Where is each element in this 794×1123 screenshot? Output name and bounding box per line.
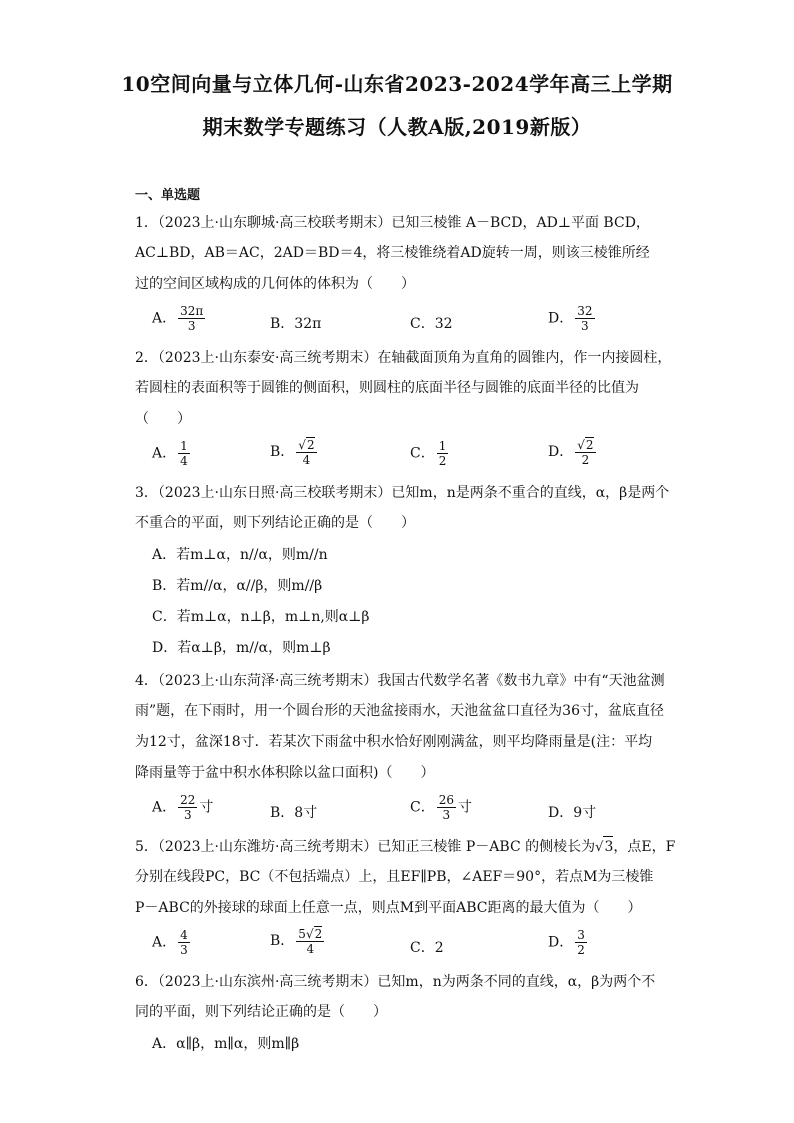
q1-line2: AC⊥BD，AB＝AC，2AD＝BD＝4，将三棱锥绕着AD旋转一周，则该三棱锥所经: [135, 245, 650, 261]
q4-option-a: A． $\frac{22}{3}$ 寸: [152, 793, 214, 822]
q5-line2: 分别在线段PC，BC（不包括端点）上，且EF∥PB，∠AEF＝90°，若点M为三棱锥: [135, 869, 654, 885]
q5-option-c: C．2: [410, 940, 444, 956]
q3-line2: 不重合的平面，则下列结论正确的是（ ）: [135, 515, 415, 531]
q1-option-a: A． $\frac{32\pi}{3}$: [152, 304, 204, 333]
q6-line2: 同的平面，则下列结论正确的是（ ）: [135, 1004, 387, 1020]
q5-line1: 5．（2023上·山东潍坊·高三统考期末）已知正三棱锥 P－ABC 的侧棱长为√ 3，点E，F: [135, 836, 675, 858]
q3-option-a: A．若m⊥α，n//α，则m//n: [152, 547, 328, 563]
q1-line1: 1．（2023上·山东聊城·高三校联考期末）已知三棱锥 A－BCD，AD⊥平面 BCD，: [135, 215, 650, 231]
q5-option-d: D． $\frac{3}{2}$: [548, 928, 585, 957]
q2-option-c: C． $\frac{1}{2}$: [410, 439, 447, 468]
q2-line3: （ ）: [135, 411, 191, 427]
q5-line3: P－ABC的外接球的球面上任意一点，则点M到平面ABC距离的最大值为（ ）: [135, 900, 642, 916]
section-heading: 一、单选题: [135, 188, 201, 203]
document-title-line2: 期末数学专题练习（人教A版,2019新版）: [202, 115, 592, 139]
q3-option-d: D．若α⊥β，m//α，则m⊥β: [152, 640, 331, 656]
q6-line1: 6．（2023上·山东滨州·高三统考期末）已知m，n为两条不同的直线，α，β为两个不: [135, 974, 656, 990]
q5-option-a: A． $\frac{4}{3}$: [152, 928, 188, 957]
q1-option-b: B．32π: [270, 316, 322, 332]
q4-option-d: D．9寸: [548, 805, 597, 821]
q2-line2: 若圆柱的表面积等于圆锥的侧面积，则圆柱的底面半径与圆锥的底面半径的比值为: [135, 380, 639, 396]
q1-option-d: D． $\frac{32}{3}$: [548, 304, 593, 333]
q3-option-c: C．若m⊥α，n⊥β，m⊥n,则α⊥β: [152, 609, 370, 625]
q4-line1: 4．（2023上·山东菏泽·高三统考期末）我国古代数学名著《数书九章》中有“天池盆测: [135, 673, 665, 689]
q2-option-d: D． √ $\frac{2}{2}$: [548, 437, 598, 467]
q4-line2: 雨”题，在下雨时，用一个圆台形的天池盆接雨水，天池盆盆口直径为36寸，盆底直径: [135, 703, 664, 719]
q1-line3: 过的空间区域构成的几何体的体积为（ ）: [135, 276, 415, 292]
q5-option-b: B． $\frac{5√ 2}{4}$: [270, 926, 326, 956]
q2-option-a: A． $\frac{1}{4}$: [152, 439, 188, 468]
q2-option-b: B． √ $\frac{2}{4}$: [270, 437, 319, 467]
q4-option-c: C． $\frac{26}{3}$ 寸: [410, 793, 472, 822]
q4-line4: 降雨量等于盆中积水体积除以盆口面积)（ ）: [135, 765, 435, 781]
document-title-line1: 10空间向量与立体几何-山东省2023-2024学年高三上学期: [121, 72, 673, 96]
q3-line1: 3．（2023上·山东日照·高三校联考期末）已知m，n是两条不重合的直线，α，β是两个: [135, 485, 670, 501]
q3-option-b: B．若m//α，α//β，则m//β: [152, 578, 323, 594]
q1-option-c: C．32: [410, 316, 453, 332]
q2-line1: 2．（2023上·山东泰安·高三统考期末）在轴截面顶角为直角的圆锥内，作一内接圆柱，: [135, 350, 672, 366]
q4-option-b: B．8寸: [270, 805, 318, 821]
q4-line3: 为12寸，盆深18寸．若某次下雨盆中积水恰好刚刚满盆，则平均降雨量是(注：平均: [135, 734, 653, 750]
q6-option-a: A．α∥β，m∥α，则m∥β: [152, 1036, 300, 1052]
